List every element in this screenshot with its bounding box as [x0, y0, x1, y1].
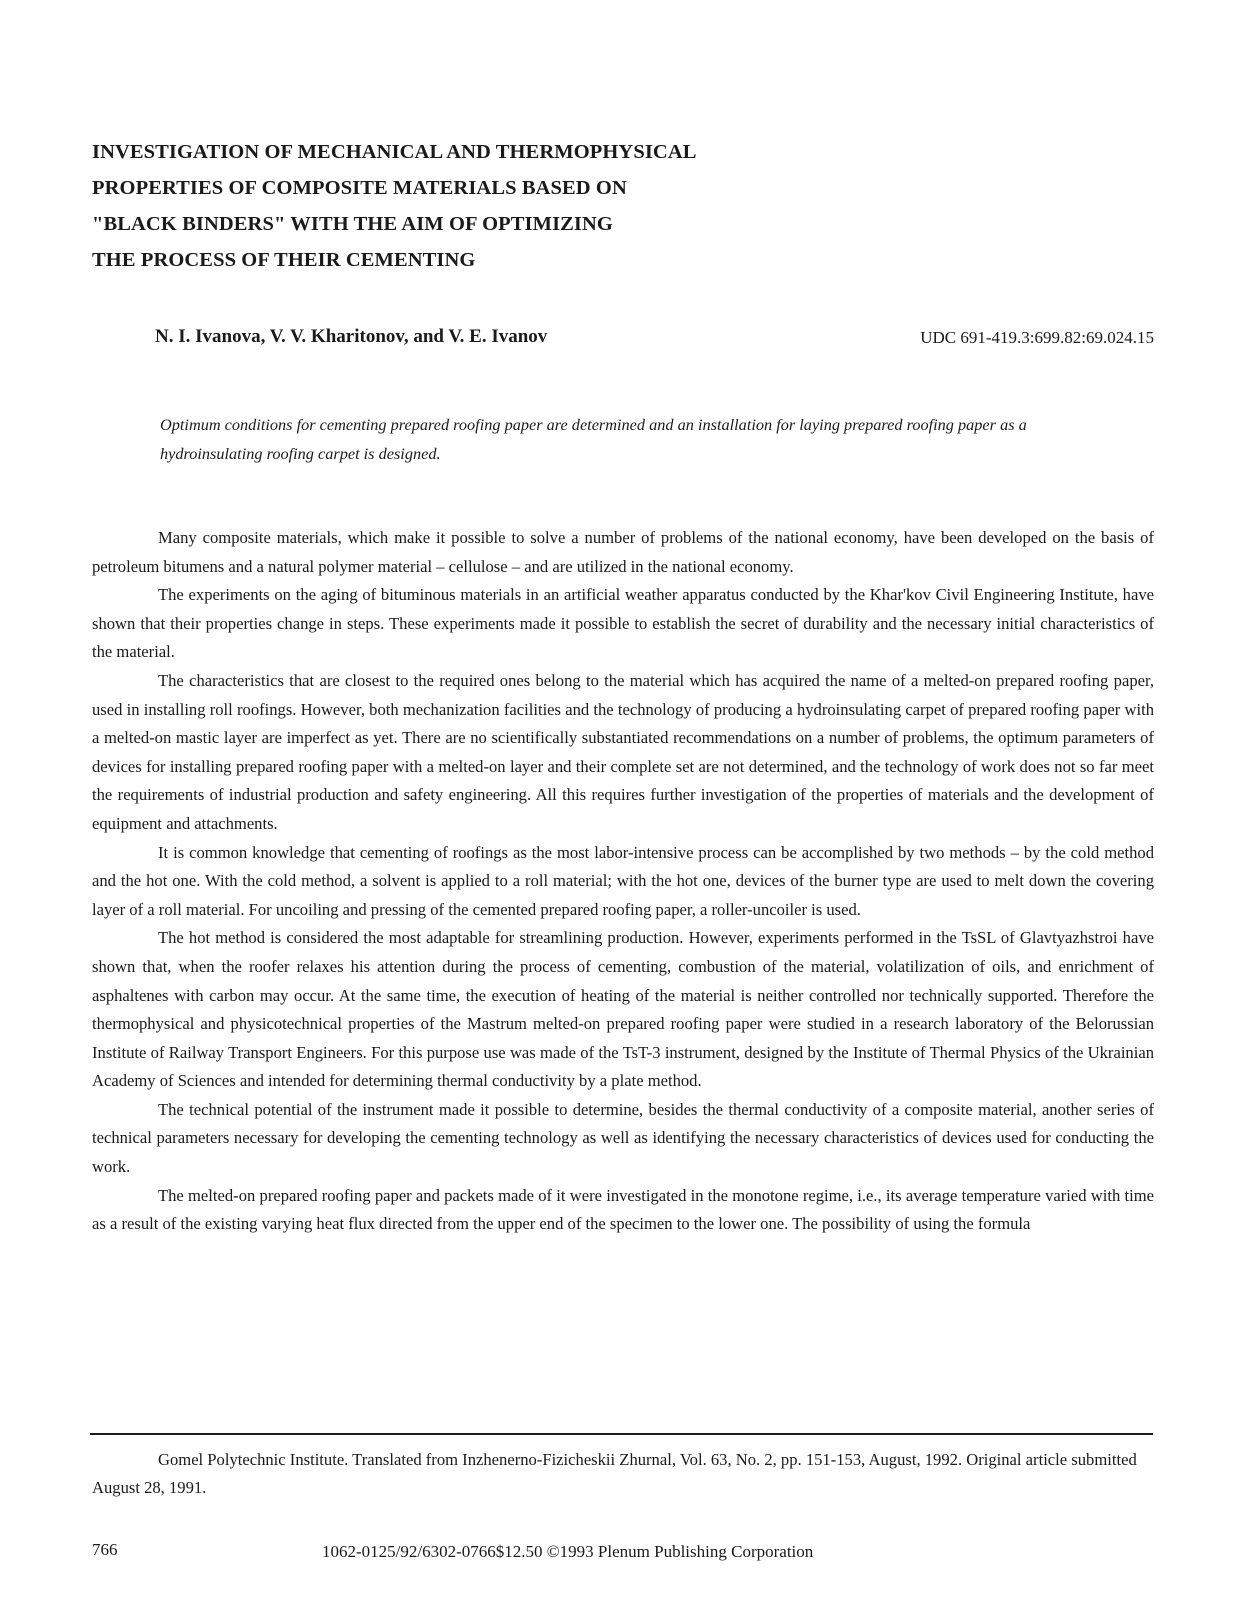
title-line: PROPERTIES OF COMPOSITE MATERIALS BASED ON	[92, 177, 627, 199]
authors: N. I. Ivanova, V. V. Kharitonov, and V. E. Ivanov	[155, 326, 548, 347]
body-paragraph: The melted-on prepared roofing paper and packets made of it were investigated in the monotone regime, i.e., its average temperature varied with time as a result of the existing varying heat flux directed from the upper end of the specimen to the lower one. The possibility of using the formula	[92, 1185, 1154, 1234]
page-number: 766	[92, 1540, 118, 1559]
article-title	[92, 134, 852, 278]
body-paragraph: The characteristics that are closest to the required ones belong to the material which has acquired the name of a melted-on prepared roofing paper, used in installing roll roofings. However, both mechanization facilities and the technology of producing a hydroinsulating carpet of prepared roofing paper with a melted-on mastic layer are imperfect as yet. There are no scientifically substantiated recommendations on a number of problems, the optimum parameters of devices for installing prepared roofing paper with a melted-on layer and their complete set are not determined, and the technology of work does not so far meet the requirements of industrial production and safety engineering. All this requires further investigation of the properties of materials and the development of equipment and attachments.	[92, 670, 1154, 833]
abstract: Optimum conditions for cementing prepared roofing paper are determined and an installation for laying prepared roofing paper as a hydroinsulating roofing carpet is designed.	[160, 415, 1027, 463]
title-line: INVESTIGATION OF MECHANICAL AND THERMOPHYSICAL	[92, 141, 697, 163]
body-paragraph: Many composite materials, which make it possible to solve a number of problems of the national economy, have been developed on the basis of petroleum bitumens and a natural polymer material – cellulose – and are utilized in the national economy.	[92, 528, 1154, 576]
body-paragraph: It is common knowledge that cementing of roofings as the most labor-intensive process can be accomplished by two methods – by the cold method and the hot one. With the cold method, a solvent is applied to a roll material; with the hot one, devices of the burner type are used to melt down the covering layer of a roll material. For uncoiling and pressing of the cemented prepared roofing paper, a roller-uncoiler is used.	[92, 842, 1154, 919]
body-text	[92, 524, 1154, 1239]
copyright-line: 1062-0125/92/6302-0766$12.50 ©1993 Plenum Publishing Corporation	[322, 1542, 814, 1561]
udc-code: UDC 691-419.3:699.82:69.024.15	[920, 328, 1154, 347]
footnote: Gomel Polytechnic Institute. Translated from Inzhenerno-Fizicheskii Zhurnal, Vol. 63, No. 2, pp. 151-153, August, 1992. Original article submitted August 28, 1991.	[92, 1450, 1137, 1497]
body-paragraph: The hot method is considered the most adaptable for streamlining production. However, experiments performed in the TsSL of Glavtyazhstroi have shown that, when the roofer relaxes his attention during the process of cementing, combustion of the material, volatilization of oils, and enrichment of asphaltenes with carbon may occur. At the same time, the execution of heating of the material is neither controlled nor technically supported. Therefore the thermophysical and physicotechnical properties of the Mastrum melted-on prepared roofing paper were studied in a research laboratory of the Belorussian Institute of Railway Transport Engineers. For this purpose use was made of the TsT-3 instrument, designed by the Institute of Thermal Physics of the Ukrainian Academy of Sciences and intended for determining thermal conductivity by a plate method.	[92, 928, 1154, 1091]
body-paragraph: The technical potential of the instrument made it possible to determine, besides the thermal conductivity of a composite material, another series of technical parameters necessary for developing the cementing technology as well as identifying the necessary characteristics of devices used for conducting the work.	[92, 1099, 1154, 1177]
body-paragraph: The experiments on the aging of bituminous materials in an artificial weather apparatus conducted by the Khar'kov Civil Engineering Institute, have shown that their properties change in steps. These experiments made it possible to establish the secret of durability and the necessary initial characteristics of the material.	[92, 585, 1154, 662]
footnote-divider	[90, 1433, 1153, 1435]
title-line: "BLACK BINDERS" WITH THE AIM OF OPTIMIZING	[92, 213, 613, 235]
title-line: THE PROCESS OF THEIR CEMENTING	[92, 249, 476, 271]
